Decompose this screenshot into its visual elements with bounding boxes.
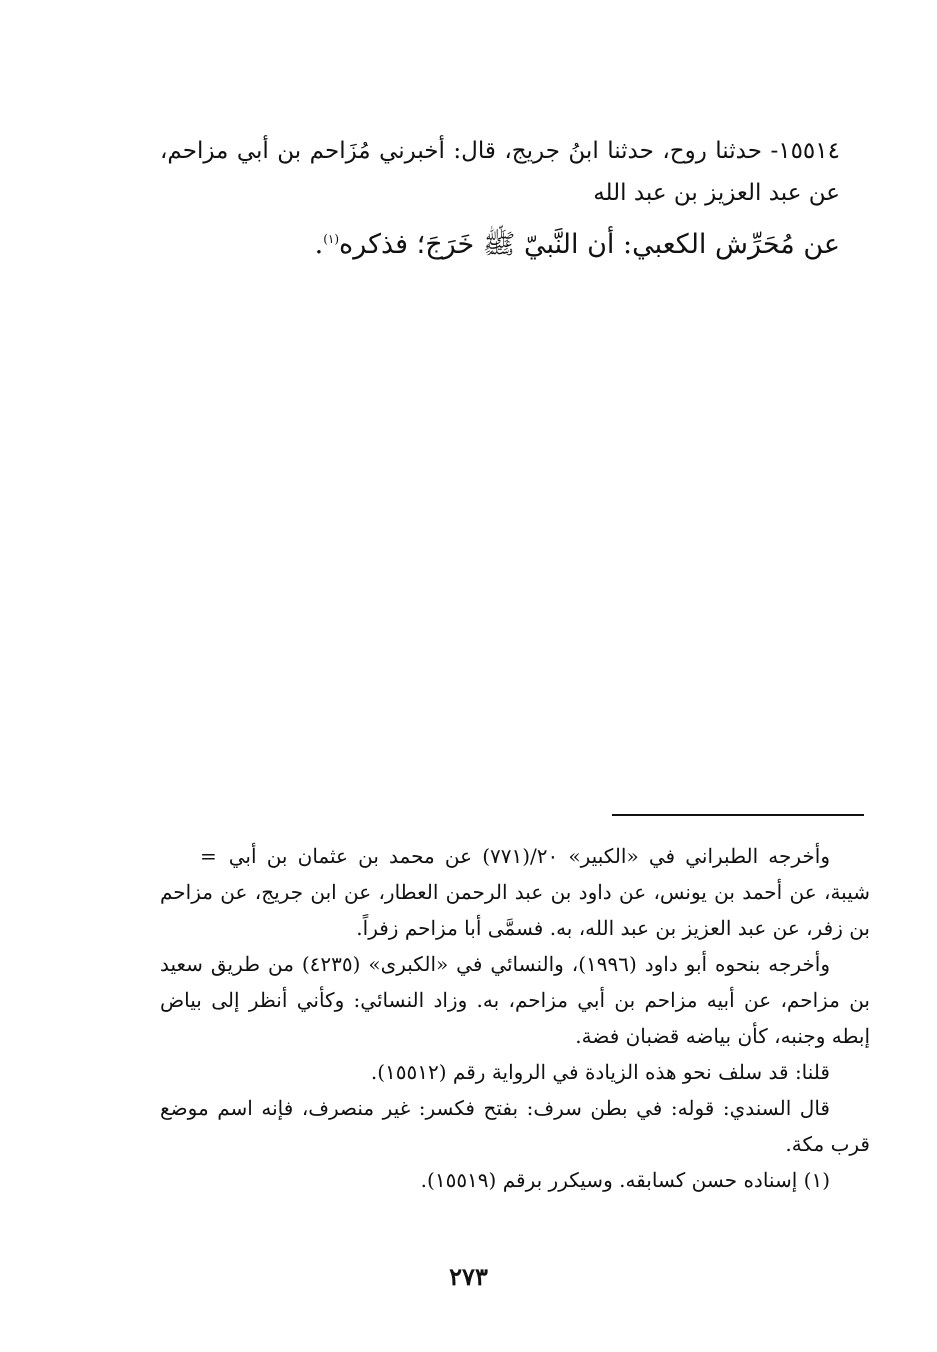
continuation-mark: =: [200, 844, 217, 868]
footnote-separator: [612, 814, 864, 816]
footnote-paragraph: قال السندي: قوله: في بطن سرف: بفتح فكسر: غير منصرف، فإنه اسم موضع قرب مكة.: [160, 1096, 870, 1156]
footnote-text: وأخرجه الطبراني في «الكبير» ٢٠/(٧٧١) عن محمد بن عثمان بن أبي شيبة، عن أحمد بن يونس، عن داود بن عبد الرحمن العطار، عن ابن جريج، عن مزاحم بن زفر، عن عبد العزيز بن عبد الله، به. فسمَّى أبا مزاحم زفراً.: [160, 844, 870, 940]
hadith-number: ١٥٥١٤-: [770, 138, 840, 164]
page-number: ٢٧٣: [449, 1262, 488, 1291]
matn-end: .: [314, 229, 324, 260]
footnote-paragraph: قلنا: قد سلف نحو هذه الزيادة في الرواية رقم (١٥٥١٢).: [370, 1060, 830, 1084]
main-text: [160, 130, 870, 270]
footnote-paragraph: وأخرجه بنحوه أبو داود (١٩٩٦)، والنسائي في «الكبرى» (٤٢٣٥) من طريق سعيد بن مزاحم، عن أبيه مزاحم بن أبي مزاحم، به. وزاد النسائي: وكأني أنظر إلى بياض إبطه وجنبه، كأن بياضه قضبان فضة.: [160, 952, 870, 1048]
matn-text: عن مُحَرِّش الكعبي: أن النَّبيّ ﷺ خَرَجَ؛ فذكره: [339, 229, 840, 260]
footnotes: [160, 838, 870, 1198]
isnad-text: حدثنا روح، حدثنا ابنُ جريج، قال: أخبرني مُزَاحم بن أبي مزاحم، عن عبد العزيز بن عبد الله: [160, 138, 840, 206]
hadith-matn: [160, 220, 870, 270]
footnote-1: (١) إسناده حسن كسابقه. وسيكرر برقم (١٥٥١٩).: [420, 1168, 830, 1192]
footnote-paragraph: [160, 838, 870, 946]
footnote-reference: (١): [323, 232, 340, 246]
hadith-isnad: [160, 130, 870, 214]
